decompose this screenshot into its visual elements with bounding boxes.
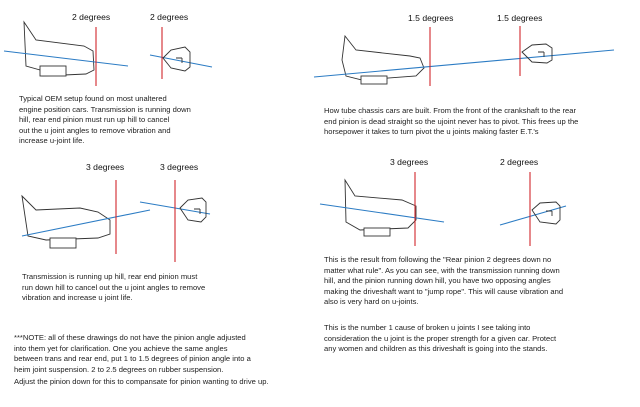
angle-label: 3 degrees xyxy=(160,162,199,172)
diagram-rear-pinion-rule xyxy=(320,172,566,246)
angle-label: 2 degrees xyxy=(72,12,111,22)
diagram-oem xyxy=(4,22,212,86)
diagram-tube-chassis xyxy=(314,26,614,86)
angle-label: 2 degrees xyxy=(150,12,189,22)
broken-ujoint-note: This is the number 1 cause of broken u joints I see taking into consideration the u joint is the proper strength for a given car. Protect any women and children as this driveshaft is going into the stands. xyxy=(324,323,557,354)
angle-label: 3 degrees xyxy=(390,157,429,167)
diagram-uphill xyxy=(22,180,210,262)
pinion-centerline xyxy=(150,55,212,67)
angle-label: 1.5 degrees xyxy=(408,13,454,23)
angle-label: 2 degrees xyxy=(500,157,539,167)
pinion-angle-note: ***NOTE: all of these drawings do not have the pinion angle adjusted into them yet for clarification. One you achieve the same angles between trans and rear end, put 1 to 1.5 degrees of pinion angle into a heim joint suspension. 2 to 2.5 degrees on rubber suspension. xyxy=(14,333,251,374)
caption-rear-pinion-rule: This is the result from following the "Rear pinion 2 degrees down no matter what rule". As you can see, with the transmission running down hill, and the pinion running down hill, you have two opposing angles making the driveshaft want to "jump rope". This will cause vibration and also is very hard on u-joints. xyxy=(324,255,564,307)
caption-uphill: Transmission is running up hill, rear end pinion must run down hill to cancel out the u joint angles to remove vibration and increase u joint life. xyxy=(22,272,206,303)
pinion-angle-note-footer: Adjust the pinion down for this to compansate for pinion wanting to drive up. xyxy=(14,377,269,386)
angle-label: 3 degrees xyxy=(86,162,125,172)
engine-transmission-outline xyxy=(345,180,416,230)
angle-label: 1.5 degrees xyxy=(497,13,543,23)
oil-pan xyxy=(361,76,387,84)
rear-end-pinion xyxy=(532,202,560,224)
oil-pan xyxy=(40,66,66,76)
rear-end-pinion xyxy=(522,44,552,63)
oil-pan xyxy=(364,228,390,236)
oil-pan xyxy=(50,238,76,248)
caption-oem: Typical OEM setup found on most unaltered engine position cars. Transmission is running down hill, rear end pinion must run up hill to cancel out the u joint angles to remove vibration and increase u-joint life. xyxy=(19,94,191,146)
rear-end-pinion xyxy=(163,47,190,71)
caption-tube-chassis: How tube chassis cars are built. From the front of the crankshaft to the rear end pinion is dead straight so the ujoint never has to pivot. This frees up the horsepower it takes to turn pivot the u joints making faster E.T.'s xyxy=(324,106,579,137)
